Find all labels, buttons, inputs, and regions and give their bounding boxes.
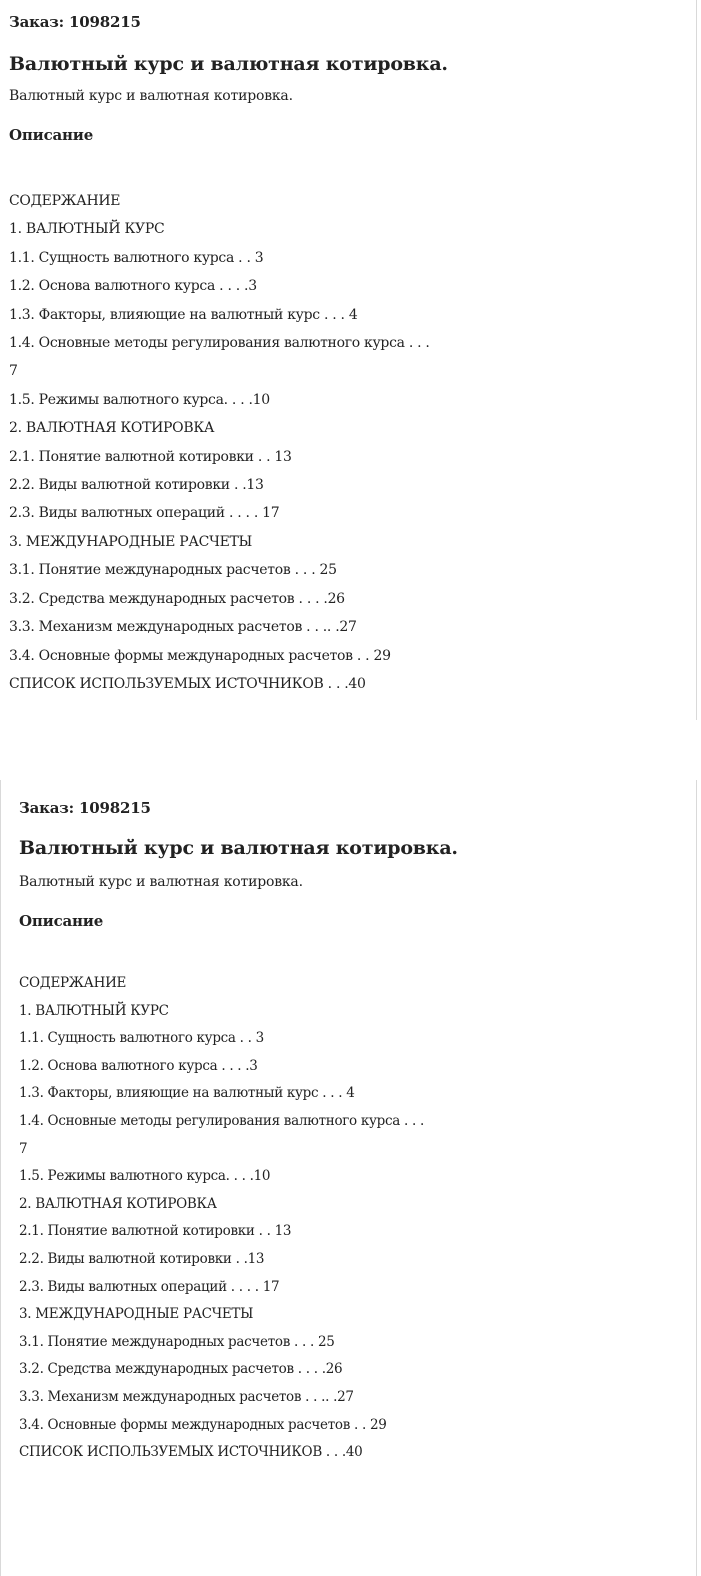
document-subtitle: Валютный курс и валютная котировка. — [19, 874, 303, 890]
description-heading: Описание — [19, 912, 104, 930]
toc-line: 1.4. Основные методы регулирования валютного курса . . . — [19, 1112, 424, 1129]
toc-line: 1.3. Факторы, влияющие на валютный курс . . . 4 — [19, 1085, 355, 1102]
document-title: Валютный курс и валютная котировка. — [9, 53, 448, 75]
toc-line: 3.4. Основные формы международных расчетов . . 29 — [9, 647, 391, 664]
toc-line: 2.3. Виды валютных операций . . . . 17 — [19, 1278, 280, 1295]
toc-line: 3.3. Механизм международных расчетов . . .. .27 — [9, 619, 357, 636]
toc-line: 3.1. Понятие международных расчетов . . . 25 — [19, 1333, 335, 1350]
description-heading: Описание — [9, 126, 94, 144]
toc-line: 2.1. Понятие валютной котировки . . 13 — [19, 1223, 292, 1240]
toc-line: 2.2. Виды валютной котировки . .13 — [9, 477, 264, 494]
toc-line: 3.3. Механизм международных расчетов . . .. .27 — [19, 1388, 354, 1405]
table-of-contents — [19, 970, 686, 1467]
toc-line: 1.4. Основные методы регулирования валютного курса . . . — [9, 335, 430, 352]
toc-line: 2. ВАЛЮТНАЯ КОТИРОВКА — [9, 420, 215, 437]
toc-line: СОДЕРЖАНИЕ — [9, 193, 121, 209]
table-of-contents — [9, 187, 686, 698]
toc-line: 3.1. Понятие международных расчетов . . . 25 — [9, 562, 337, 579]
order-card-primary — [0, 0, 697, 720]
toc-line: 2.3. Виды валютных операций . . . . 17 — [9, 505, 280, 522]
order-number: Заказ: 1098215 — [19, 799, 151, 817]
toc-line: 7 — [19, 1140, 28, 1157]
toc-line: 3.4. Основные формы международных расчетов . . 29 — [19, 1416, 387, 1433]
toc-line: 3.2. Средства международных расчетов . . . .26 — [9, 590, 345, 607]
toc-line: СПИСОК ИСПОЛЬЗУЕМЫХ ИСТОЧНИКОВ . . .40 — [19, 1444, 363, 1461]
toc-line: 2. ВАЛЮТНАЯ КОТИРОВКА — [19, 1195, 217, 1212]
order-number: Заказ: 1098215 — [9, 13, 141, 31]
document-title: Валютный курс и валютная котировка. — [19, 837, 458, 859]
toc-line: СПИСОК ИСПОЛЬЗУЕМЫХ ИСТОЧНИКОВ . . .40 — [9, 675, 366, 692]
toc-line: 1.1. Сущность валютного курса . . 3 — [19, 1030, 264, 1047]
toc-line: 3.2. Средства международных расчетов . . . .26 — [19, 1361, 343, 1378]
toc-line: 1.5. Режимы валютного курса. . . .10 — [19, 1168, 271, 1185]
toc-line: 1.2. Основа валютного курса . . . .3 — [19, 1057, 258, 1074]
toc-line: 1. ВАЛЮТНЫЙ КУРС — [19, 1002, 169, 1019]
toc-line: СОДЕРЖАНИЕ — [19, 975, 127, 991]
toc-line: 1.3. Факторы, влияющие на валютный курс . . . 4 — [9, 306, 358, 323]
toc-line: 3. МЕЖДУНАРОДНЫЕ РАСЧЕТЫ — [19, 1306, 254, 1323]
order-card-secondary — [0, 780, 697, 1576]
toc-line: 1.1. Сущность валютного курса . . 3 — [9, 249, 264, 266]
toc-line: 1. ВАЛЮТНЫЙ КУРС — [9, 221, 165, 238]
toc-line: 2.2. Виды валютной котировки . .13 — [19, 1250, 265, 1267]
toc-line: 2.1. Понятие валютной котировки . . 13 — [9, 448, 292, 465]
toc-line: 1.2. Основа валютного курса . . . .3 — [9, 278, 257, 295]
toc-line: 7 — [9, 363, 18, 380]
document-subtitle: Валютный курс и валютная котировка. — [9, 88, 293, 104]
toc-line: 1.5. Режимы валютного курса. . . .10 — [9, 391, 270, 408]
toc-line: 3. МЕЖДУНАРОДНЫЕ РАСЧЕТЫ — [9, 533, 253, 550]
